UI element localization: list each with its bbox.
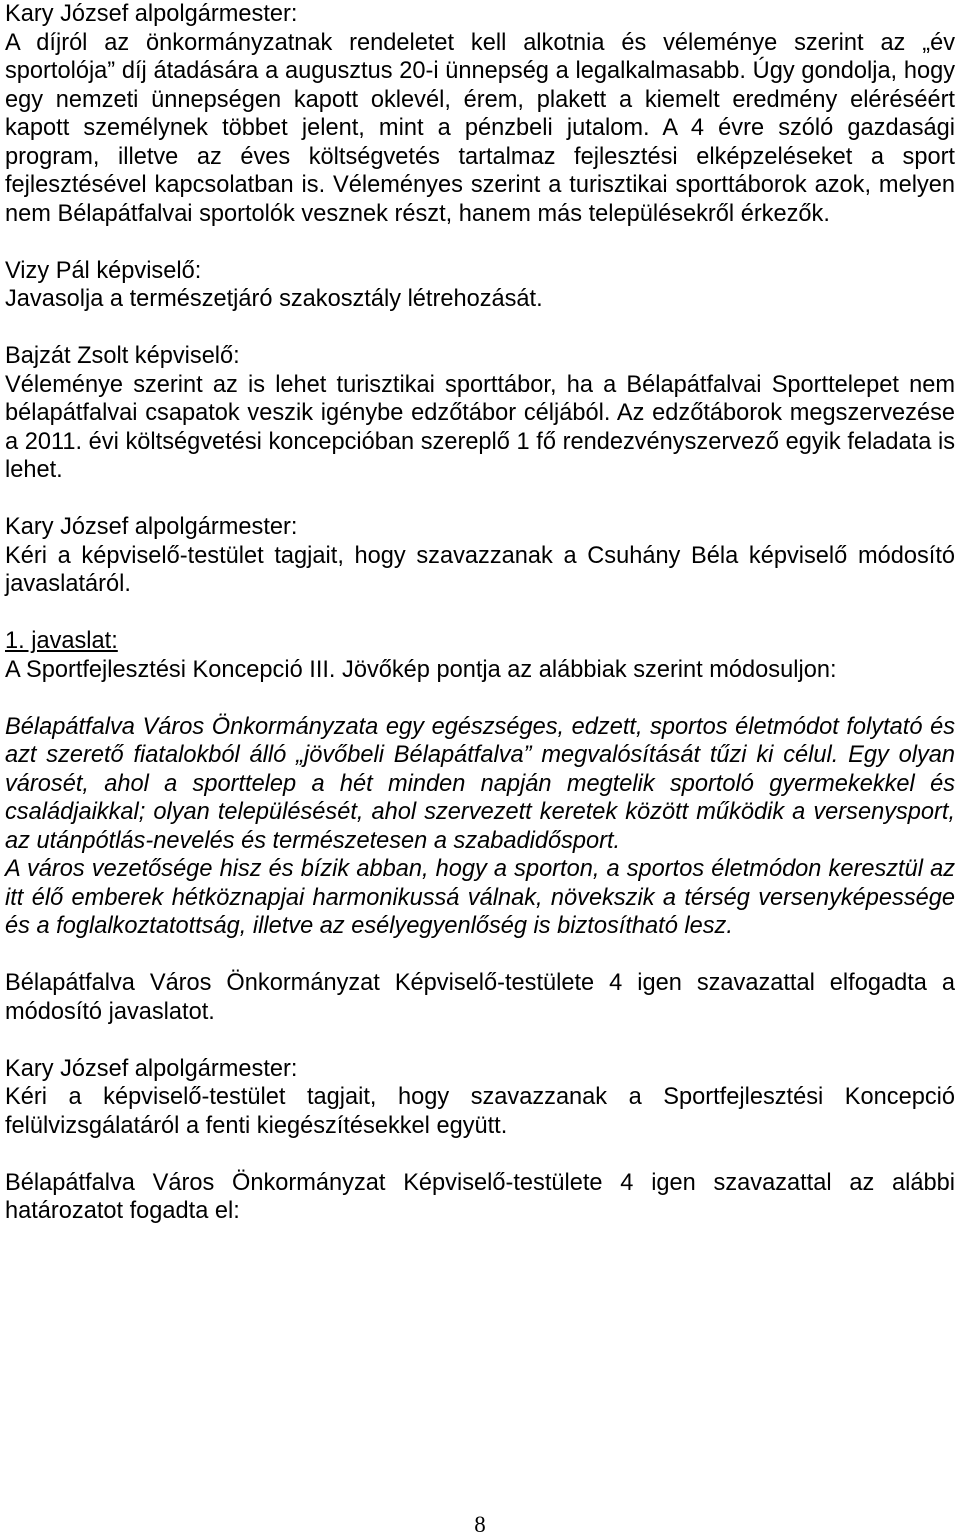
document-page [5,0,955,1226]
speech-block-kary-1 [5,0,955,228]
speech-block-kary-2 [5,513,955,599]
speech-text: A díjról az önkormányzatnak rendeletet kell alkotnia és véleménye szerint az „év sportolója” díj átadására a augusztus 20-i ünnepség a legalkalmasabb. Úgy gondolja, hogy egy nemzeti ünnepségen kapott oklevél, érem, plakett a kiemelt eredmény eléréséért kapott személynek többet jelent, mint a pénzbeli jutalom. A 4 évre szóló gazdasági program, illetve az éves költségvetés tartalmaz fejlesztési elképzeléseket a sport fejlesztésével kapcsolatban is. Véleményes szerint a turisztikai sporttáborok azok, melyen nem Bélapátfalvai sportolók vesznek részt, hanem más településekről érkezők. [5,29,955,227]
quote-paragraph: A város vezetősége hisz és bízik abban, hogy a sporton, a sportos életmódon keresztül az itt élő emberek hétköznapjai harmonikussá válnak, növekszik a térség versenyképessége és a foglalkoztatottság, illetve az esélyegyenlőség is biztosítható lesz. [5,856,955,939]
speech-text: Kéri a képviselő-testület tagjait, hogy szavazzanak a Csuhány Béla képviselő módosító javaslatáról. [5,542,955,597]
vote-result-1 [5,969,955,1026]
speech-text: Véleménye szerint az is lehet turisztikai sporttábor, ha a Bélapátfalvai Sporttelepet nem bélapátfalvai csapatok veszik igénybe edzőtábor céljából. Az edzőtáborok megszervezése a 2011. évi költségvetési koncepcióban szereplő 1 fő rendezvényszervező egyik feladata is lehet. [5,371,955,483]
quote-paragraph: Bélapátfalva Város Önkormányzata egy egészséges, edzett, sportos életmódot folytató és azt szerető fiatalokból álló „jövőbeli Bélapátfalva” megvalósítását tűzi ki célul. Egy olyan városét, ahol a sporttelep a hét minden napján megtelik sportoló gyermekekkel és családjaikkal; olyan településését, ahol szervezett keretek között működik a versenysport, az utánpótlás-nevelés és természetesen a szabadidősport. [5,713,955,854]
speech-block-bajzat [5,342,955,485]
speaker-name: Bajzát Zsolt képviselő: [5,343,240,369]
proposal-block [5,627,955,684]
speaker-name: Kary József alpolgármester: [5,1,298,27]
quoted-amendment [5,713,955,941]
speech-text: Javasolja a természetjáró szakosztály létrehozását. [5,286,543,312]
proposal-label: 1. javaslat: [5,628,118,654]
speech-block-vizy [5,257,955,314]
speech-block-kary-3 [5,1055,955,1141]
speaker-name: Kary József alpolgármester: [5,1055,298,1082]
vote-result-2 [5,1169,955,1226]
vote-text: Bélapátfalva Város Önkormányzat Képviselő-testülete 4 igen szavazattal elfogadta a módosító javaslatot. [5,970,955,1025]
speech-text: Kéri a képviselő-testület tagjait, hogy szavazzanak a Sportfejlesztési Koncepció felülvizsgálatáról a fenti kiegészítésekkel együtt. [5,1084,955,1139]
proposal-text: A Sportfejlesztési Koncepció III. Jövőkép pontja az alábbiak szerint módosuljon: [5,656,837,683]
speaker-name: Vizy Pál képviselő: [5,257,202,284]
speaker-name: Kary József alpolgármester: [5,514,298,540]
vote-text: Bélapátfalva Város Önkormányzat Képviselő-testülete 4 igen szavazattal az alábbi határozatot fogadta el: [5,1169,955,1224]
page-number: 8 [474,1512,486,1537]
